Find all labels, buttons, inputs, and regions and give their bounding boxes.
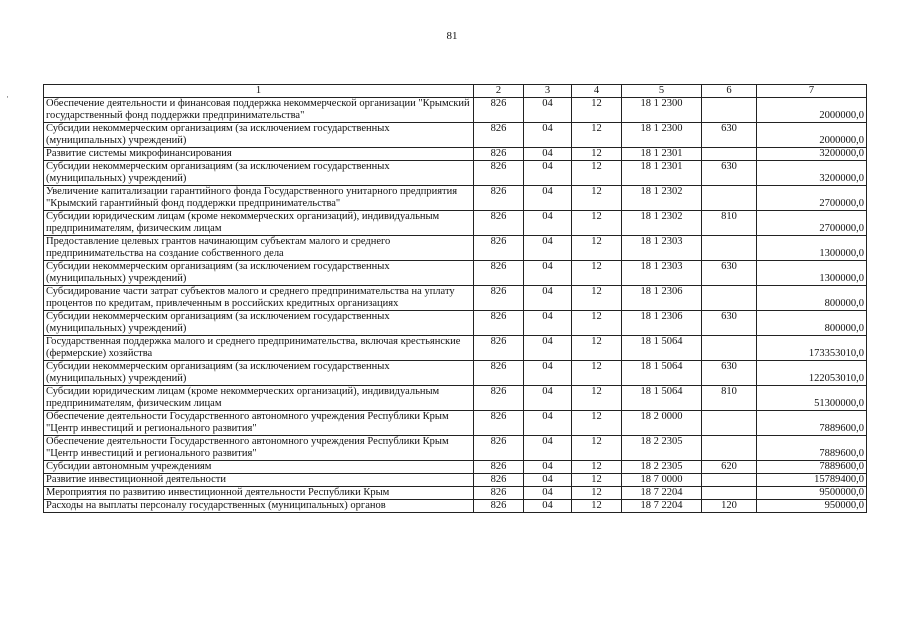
row-name-cell: Субсидии некоммерческим организациям (за исключением государственных (муниципальных) учреждений) [44, 311, 474, 336]
budget-table [43, 84, 867, 513]
row-name-cell: Субсидии автономным учреждениям [44, 461, 474, 474]
row-rz-cell: 04 [524, 186, 572, 211]
row-pr-cell: 12 [572, 98, 622, 123]
row-pr-cell: 12 [572, 461, 622, 474]
column-header: 1 [44, 85, 474, 98]
row-pr-cell: 12 [572, 161, 622, 186]
row-csr-cell: 18 1 2301 [622, 148, 702, 161]
table-row [44, 336, 867, 361]
table-row [44, 411, 867, 436]
row-name-cell: Субсидирование части затрат субъектов малого и среднего предпринимательства на уплату процентов по кредитам, привлеченным в российских кредитных организациях [44, 286, 474, 311]
row-gr-cell: 826 [474, 436, 524, 461]
table-row [44, 461, 867, 474]
table-row [44, 311, 867, 336]
row-pr-cell: 12 [572, 186, 622, 211]
row-vr-cell [702, 436, 757, 461]
row-name-cell: Предоставление целевых грантов начинающим субъектам малого и среднего предпринимательства на создание собственного дела [44, 236, 474, 261]
row-pr-cell: 12 [572, 236, 622, 261]
row-vr-cell [702, 186, 757, 211]
row-rz-cell: 04 [524, 461, 572, 474]
row-vr-cell: 810 [702, 211, 757, 236]
row-rz-cell: 04 [524, 98, 572, 123]
row-name-cell: Субсидии юридическим лицам (кроме некоммерческих организаций), индивидуальным предпринимателям, физическим лицам [44, 211, 474, 236]
table-row [44, 386, 867, 411]
row-rz-cell: 04 [524, 500, 572, 513]
row-csr-cell: 18 1 5064 [622, 361, 702, 386]
row-name-cell: Обеспечение деятельности Государственного автономного учреждения Республики Крым "Центр инвестиций и регионального развития" [44, 411, 474, 436]
row-pr-cell: 12 [572, 286, 622, 311]
row-name-cell: Развитие инвестиционной деятельности [44, 474, 474, 487]
column-header: 6 [702, 85, 757, 98]
table-row [44, 236, 867, 261]
column-header: 5 [622, 85, 702, 98]
row-rz-cell: 04 [524, 261, 572, 286]
row-rz-cell: 04 [524, 474, 572, 487]
margin-mark: · [6, 92, 9, 102]
row-vr-cell [702, 336, 757, 361]
row-gr-cell: 826 [474, 311, 524, 336]
row-vr-cell [702, 98, 757, 123]
column-header: 7 [757, 85, 867, 98]
row-gr-cell: 826 [474, 236, 524, 261]
row-pr-cell: 12 [572, 211, 622, 236]
row-name-cell: Субсидии некоммерческим организациям (за исключением государственных (муниципальных) учреждений) [44, 123, 474, 148]
row-amount-cell: 3200000,0 [757, 148, 867, 161]
table-row [44, 98, 867, 123]
row-csr-cell: 18 7 2204 [622, 500, 702, 513]
row-vr-cell: 630 [702, 123, 757, 148]
row-name-cell: Расходы на выплаты персоналу государственных (муниципальных) органов [44, 500, 474, 513]
row-rz-cell: 04 [524, 311, 572, 336]
row-rz-cell: 04 [524, 411, 572, 436]
row-rz-cell: 04 [524, 361, 572, 386]
row-name-cell: Обеспечение деятельности и финансовая поддержка некоммерческой организации "Крымский государственный фонд поддержки предпринимательства" [44, 98, 474, 123]
row-pr-cell: 12 [572, 500, 622, 513]
row-pr-cell: 12 [572, 386, 622, 411]
row-pr-cell: 12 [572, 487, 622, 500]
row-amount-cell: 3200000,0 [757, 161, 867, 186]
row-csr-cell: 18 1 2303 [622, 236, 702, 261]
table-row [44, 436, 867, 461]
row-csr-cell: 18 1 2302 [622, 211, 702, 236]
row-name-cell: Развитие системы микрофинансирования [44, 148, 474, 161]
row-pr-cell: 12 [572, 411, 622, 436]
row-csr-cell: 18 1 2306 [622, 286, 702, 311]
row-amount-cell: 2000000,0 [757, 123, 867, 148]
row-vr-cell: 620 [702, 461, 757, 474]
table-row [44, 123, 867, 148]
row-amount-cell: 2700000,0 [757, 211, 867, 236]
column-header: 4 [572, 85, 622, 98]
row-gr-cell: 826 [474, 98, 524, 123]
row-name-cell: Увеличение капитализации гарантийного фонда Государственного унитарного предприятия "Крымский гарантийный фонд поддержки предпринимательства" [44, 186, 474, 211]
row-gr-cell: 826 [474, 286, 524, 311]
row-amount-cell: 15789400,0 [757, 474, 867, 487]
row-amount-cell: 800000,0 [757, 286, 867, 311]
row-gr-cell: 826 [474, 161, 524, 186]
table-row [44, 148, 867, 161]
column-header: 2 [474, 85, 524, 98]
row-gr-cell: 826 [474, 336, 524, 361]
table-row [44, 286, 867, 311]
row-pr-cell: 12 [572, 311, 622, 336]
row-rz-cell: 04 [524, 148, 572, 161]
row-vr-cell: 810 [702, 386, 757, 411]
row-name-cell: Государственная поддержка малого и среднего предпринимательства, включая крестьянские (фермерские) хозяйства [44, 336, 474, 361]
row-name-cell: Субсидии некоммерческим организациям (за исключением государственных (муниципальных) учреждений) [44, 261, 474, 286]
row-gr-cell: 826 [474, 211, 524, 236]
row-pr-cell: 12 [572, 474, 622, 487]
row-rz-cell: 04 [524, 436, 572, 461]
row-amount-cell: 173353010,0 [757, 336, 867, 361]
row-rz-cell: 04 [524, 336, 572, 361]
row-rz-cell: 04 [524, 386, 572, 411]
row-amount-cell: 7889600,0 [757, 411, 867, 436]
row-csr-cell: 18 1 2306 [622, 311, 702, 336]
row-gr-cell: 826 [474, 261, 524, 286]
row-gr-cell: 826 [474, 386, 524, 411]
row-csr-cell: 18 2 0000 [622, 411, 702, 436]
row-csr-cell: 18 1 2302 [622, 186, 702, 211]
column-header: 3 [524, 85, 572, 98]
row-csr-cell: 18 1 2300 [622, 123, 702, 148]
row-gr-cell: 826 [474, 123, 524, 148]
row-amount-cell: 7889600,0 [757, 461, 867, 474]
row-csr-cell: 18 1 2301 [622, 161, 702, 186]
table-row [44, 500, 867, 513]
row-pr-cell: 12 [572, 361, 622, 386]
row-rz-cell: 04 [524, 161, 572, 186]
row-gr-cell: 826 [474, 411, 524, 436]
row-name-cell: Субсидии некоммерческим организациям (за исключением государственных (муниципальных) учреждений) [44, 161, 474, 186]
row-pr-cell: 12 [572, 261, 622, 286]
row-name-cell: Мероприятия по развитию инвестиционной деятельности Республики Крым [44, 487, 474, 500]
row-amount-cell: 2700000,0 [757, 186, 867, 211]
row-gr-cell: 826 [474, 500, 524, 513]
header-row [44, 85, 867, 98]
row-vr-cell [702, 286, 757, 311]
row-amount-cell: 7889600,0 [757, 436, 867, 461]
row-amount-cell: 2000000,0 [757, 98, 867, 123]
row-pr-cell: 12 [572, 148, 622, 161]
table-row [44, 186, 867, 211]
row-csr-cell: 18 2 2305 [622, 461, 702, 474]
row-gr-cell: 826 [474, 474, 524, 487]
table-row [44, 361, 867, 386]
row-gr-cell: 826 [474, 148, 524, 161]
page-number: 81 [446, 30, 458, 42]
row-rz-cell: 04 [524, 236, 572, 261]
row-name-cell: Субсидии юридическим лицам (кроме некоммерческих организаций), индивидуальным предпринимателям, физическим лицам [44, 386, 474, 411]
row-csr-cell: 18 2 2305 [622, 436, 702, 461]
row-rz-cell: 04 [524, 211, 572, 236]
row-gr-cell: 826 [474, 461, 524, 474]
row-amount-cell: 51300000,0 [757, 386, 867, 411]
row-vr-cell [702, 148, 757, 161]
row-csr-cell: 18 7 0000 [622, 474, 702, 487]
row-csr-cell: 18 1 2303 [622, 261, 702, 286]
table-row [44, 261, 867, 286]
row-rz-cell: 04 [524, 286, 572, 311]
row-gr-cell: 826 [474, 186, 524, 211]
row-amount-cell: 1300000,0 [757, 261, 867, 286]
row-pr-cell: 12 [572, 336, 622, 361]
row-amount-cell: 9500000,0 [757, 487, 867, 500]
row-vr-cell [702, 474, 757, 487]
row-amount-cell: 950000,0 [757, 500, 867, 513]
row-gr-cell: 826 [474, 361, 524, 386]
row-csr-cell: 18 1 5064 [622, 386, 702, 411]
table-row [44, 474, 867, 487]
table-row [44, 211, 867, 236]
table-row [44, 487, 867, 500]
row-vr-cell [702, 411, 757, 436]
row-amount-cell: 122053010,0 [757, 361, 867, 386]
row-rz-cell: 04 [524, 487, 572, 500]
row-pr-cell: 12 [572, 123, 622, 148]
row-name-cell: Субсидии некоммерческим организациям (за исключением государственных (муниципальных) учреждений) [44, 361, 474, 386]
row-vr-cell: 630 [702, 261, 757, 286]
row-csr-cell: 18 1 2300 [622, 98, 702, 123]
row-vr-cell: 630 [702, 161, 757, 186]
table-row [44, 161, 867, 186]
row-vr-cell: 120 [702, 500, 757, 513]
row-name-cell: Обеспечение деятельности Государственного автономного учреждения Республики Крым "Центр инвестиций и регионального развития" [44, 436, 474, 461]
row-csr-cell: 18 1 5064 [622, 336, 702, 361]
row-csr-cell: 18 7 2204 [622, 487, 702, 500]
row-amount-cell: 800000,0 [757, 311, 867, 336]
row-amount-cell: 1300000,0 [757, 236, 867, 261]
row-pr-cell: 12 [572, 436, 622, 461]
row-rz-cell: 04 [524, 123, 572, 148]
row-vr-cell [702, 236, 757, 261]
row-vr-cell: 630 [702, 361, 757, 386]
row-gr-cell: 826 [474, 487, 524, 500]
row-vr-cell: 630 [702, 311, 757, 336]
row-vr-cell [702, 487, 757, 500]
